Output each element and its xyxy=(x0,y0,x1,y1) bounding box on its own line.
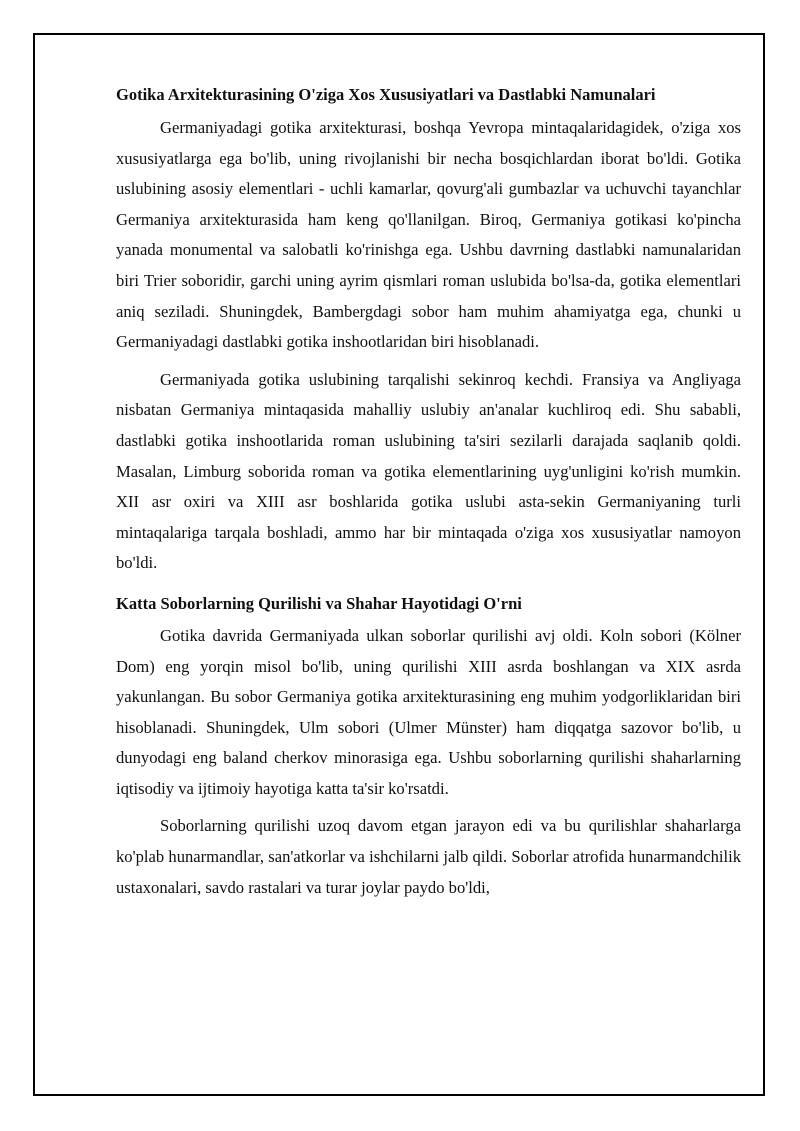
paragraph-gothic-features: Germaniyadagi gotika arxitekturasi, boshqa Yevropa mintaqalaridagidek, o'ziga xos xususiyatlarga ega bo'lib, uning rivojlanishi bir necha bosqichlardan iborat bo'ldi. Gotika uslubining asosiy elementlari - uchli kamarlar, qovurg'ali gumbazlar va uchuvchi tayanchlar Germaniya arxitekturasida ham keng qo'llanilgan. Biroq, Germaniya gotikasi ko'pincha yanada monumental va salobatli ko'rinishga ega. Ushbu davrning dastlabki namunalaridan biri Trier soboridir, garchi uning ayrim qismlari roman uslubida bo'lsa-da, gotika elementlari aniq seziladi. Shuningdek, Bambergdagi sobor ham muhim ahamiyatga ega, chunki u Germaniyadagi dastlabki gotika inshootlaridan biri hisoblanadi. xyxy=(116,118,741,352)
paragraph-gothic-spread: Germaniyada gotika uslubining tarqalishi sekinroq kechdi. Fransiya va Angliyaga nisbatan Germaniya mintaqasida mahalliy uslubiy an'analar kuchliroq edi. Shu sababli, dastlabki gotika inshootlarida roman uslubining ta'siri sezilarli darajada saqlanib qoldi. Masalan, Limburg soborida roman va gotika elementlarining uyg'unligini ko'rish mumkin. XII asr oxiri va XIII asr boshlarida gotika uslubi asta-sekin Germaniyaning turli mintaqalariga tarqala boshladi, ammo har bir mintaqada o'ziga xos xususiyatlar namoyon bo'ldi. xyxy=(116,369,741,573)
section-heading-gothic-features: Gotika Arxitekturasining O'ziga Xos Xususiyatlari va Dastlabki Namunalari xyxy=(116,85,656,104)
section-heading-cathedrals: Katta Soborlarning Qurilishi va Shahar Hayotidagi O'rni xyxy=(116,593,522,613)
paragraph-construction: Soborlarning qurilishi uzoq davom etgan jarayon edi va bu qurilishlar shaharlarga ko'plab hunarmandlar, san'atkorlar va ishchilarni jalb qildi. Soborlar atrofida hunarmandchilik ustaxonalari, savdo rastalari va turar joylar paydo bo'ldi, xyxy=(116,816,741,897)
document-body xyxy=(116,84,741,910)
paragraph-cathedrals: Gotika davrida Germaniyada ulkan soborlar qurilishi avj oldi. Koln sobori (Kölner Dom) eng yorqin misol bo'lib, uning qurilishi XIII asrda boshlangan va XIX asrda yakunlangan. Bu sobor Germaniya gotika arxitekturasining eng muhim yodgorliklaridan biri hisoblanadi. Shuningdek, Ulm sobori (Ulmer Münster) ham diqqatga sazovor bo'lib, u dunyodagi eng baland cherkov minorasiga ega. Ushbu soborlarning qurilishi shaharlarning iqtisodiy va ijtimoiy hayotiga katta ta'sir ko'rsatdi. xyxy=(116,625,741,798)
